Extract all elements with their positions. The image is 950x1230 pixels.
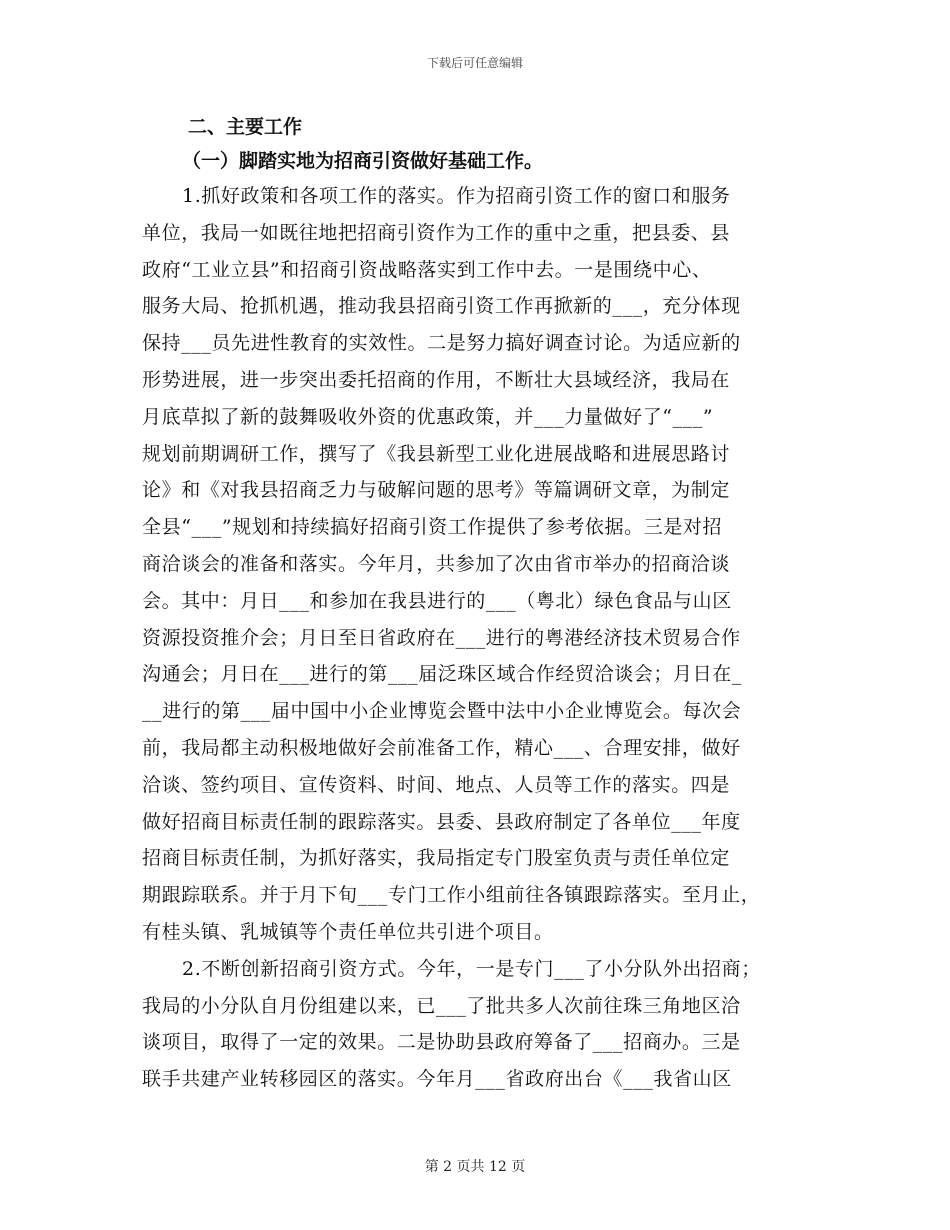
paragraph-line: 期跟踪联系。并于月下旬___专门工作小组前往各镇跟踪落实。至月止， xyxy=(142,884,761,907)
paragraph-line: 1.抓好政策和各项工作的落实。作为招商引资工作的窗口和服务 xyxy=(182,185,731,207)
paragraph-line: 保持___员先进性教育的实效性。二是努力搞好调查讨论。为适应新的 xyxy=(142,332,741,355)
paragraph-line: __进行的第___届中国中小企业博览会暨中法中小企业博览会。每次会 xyxy=(142,700,742,723)
paragraph-line: 规划前期调研工作，撰写了《我县新型工业化进展战略和进展思路讨 xyxy=(142,442,731,465)
paragraph-line: 会。其中：月日___和参加在我县进行的___（粤北）绿色食品与山区 xyxy=(142,589,732,612)
paragraph-line: 做好招商目标责任制的跟踪落实。县委、县政府制定了各单位___年度 xyxy=(142,810,741,833)
paragraph-line: 单位，我局一如既往地把招商引资作为工作的重中之重，把县委、县 xyxy=(142,221,731,244)
page-footer: 第 2 页共 12 页 xyxy=(424,1159,526,1175)
paragraph-line: 政府“工业立县”和招商引资战略落实到工作中去。一是围绕中心、 xyxy=(142,258,712,281)
section-heading: 二、主要工作 xyxy=(188,116,303,138)
header-note: 下载后可任意编辑 xyxy=(426,56,523,70)
paragraph-line: 前，我局都主动积极地做好会前准备工作，精心___、合理安排，做好 xyxy=(142,736,741,759)
paragraph-line: 谈项目，取得了一定的效果。二是协助县政府筹备了___招商办。三是 xyxy=(142,1031,741,1054)
paragraph-line: 形势进展，进一步突出委托招商的作用，不断壮大县域经济，我局在 xyxy=(142,368,731,391)
paragraph-line: 资源投资推介会；月日至日省政府在___进行的粤港经济技术贸易合作 xyxy=(142,626,741,649)
paragraph-line: 商洽谈会的准备和落实。今年月，共参加了次由省市举办的招商洽谈 xyxy=(142,552,731,575)
paragraph-line: 论》和《对我县招商乏力与破解问题的思考》等篇调研文章，为制定 xyxy=(142,479,731,502)
paragraph-line: 洽谈、签约项目、宣传资料、时间、地点、人员等工作的落实。四是 xyxy=(142,773,731,796)
paragraph-line: 服务大局、抢抓机遇，推动我县招商引资工作再掀新的___，充分体现 xyxy=(142,295,741,318)
paragraph-line: 我局的小分队自月份组建以来，已___了批共多人次前往珠三角地区洽 xyxy=(142,994,741,1017)
subsection-heading: （一）脚踏实地为招商引资做好基础工作。 xyxy=(182,150,544,172)
paragraph-line: 沟通会；月日在___进行的第___届泛珠区域合作经贸洽谈会；月日在_ xyxy=(142,663,742,686)
paragraph-line: 全县“___”规划和持续搞好招商引资工作提供了参考依据。三是对招 xyxy=(142,516,723,539)
paragraph-line: 联手共建产业转移园区的落实。今年月___省政府出台《___我省山区 xyxy=(142,1068,732,1091)
paragraph-line: 月底草拟了新的鼓舞吸收外资的优惠政策，并___力量做好了“___” xyxy=(142,405,714,428)
paragraph-line: 有桂头镇、乳城镇等个责任单位共引进个项目。 xyxy=(142,920,554,943)
document-body xyxy=(142,110,812,1098)
paragraph-line: 2.不断创新招商引资方式。今年，一是专门___了小分队外出招商； xyxy=(182,957,761,980)
paragraph-line: 招商目标责任制，为抓好落实，我局指定专门股室负责与责任单位定 xyxy=(142,847,731,870)
